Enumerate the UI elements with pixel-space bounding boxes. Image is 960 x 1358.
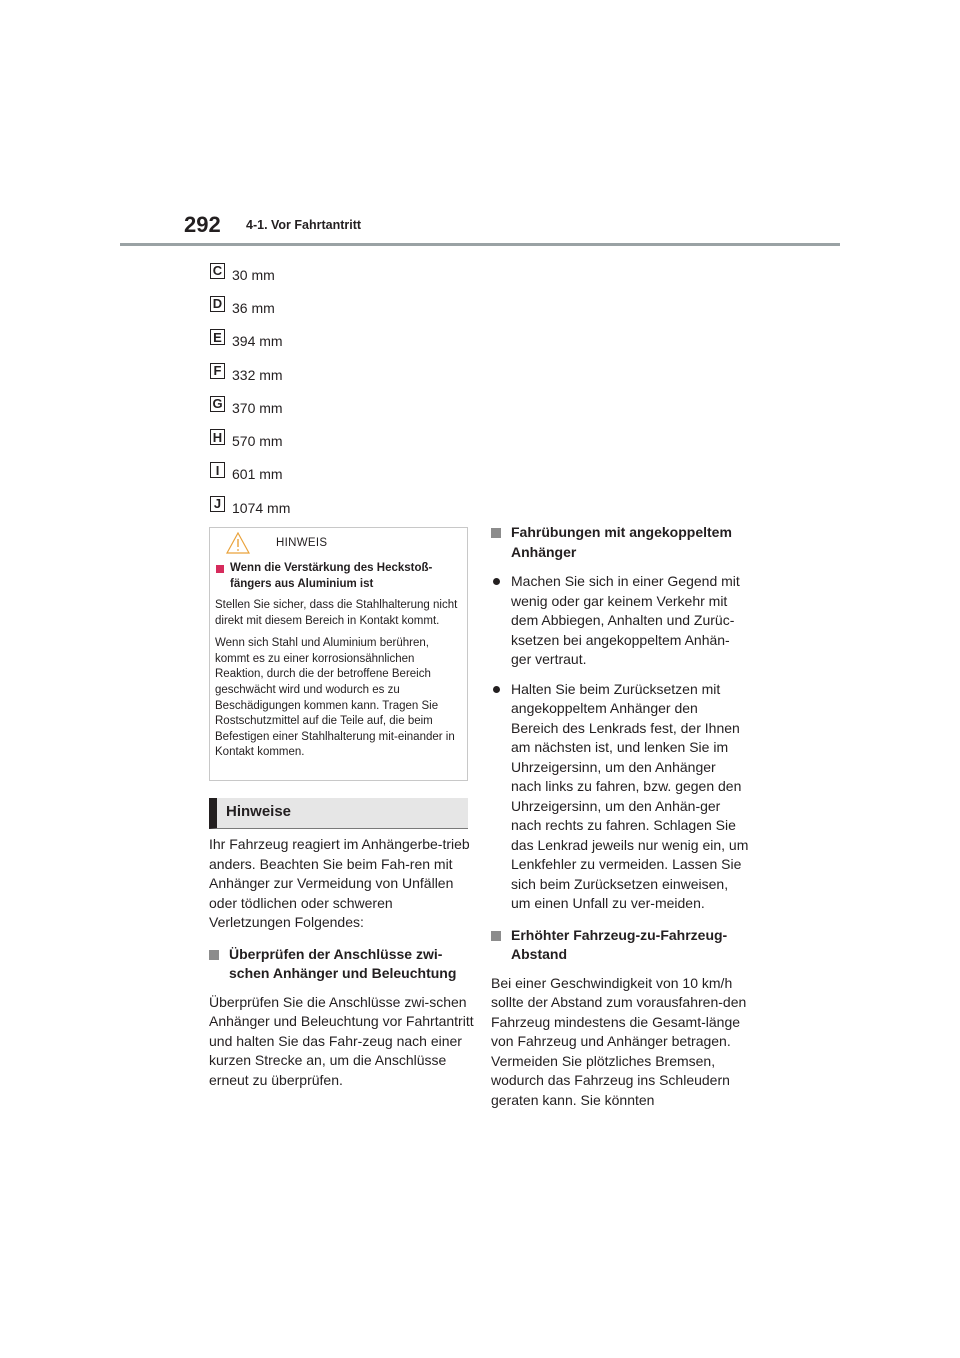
dimension-item xyxy=(210,325,290,358)
bullet-dot-icon xyxy=(493,686,500,693)
hinweise-title: Hinweise xyxy=(226,803,292,820)
subheading-text: Erhöhter Fahrzeug-zu-Fahrzeug-Abstand xyxy=(511,926,728,962)
right-column xyxy=(491,523,749,1110)
dimension-letter: D xyxy=(210,296,225,312)
notice-subheading-text: Wenn die Verstärkung des Heckstoß-fängers aus Aluminium ist xyxy=(230,562,433,590)
list-item xyxy=(491,680,749,914)
square-bullet-icon xyxy=(209,950,219,960)
dimension-value: 394 mm xyxy=(232,333,283,350)
dimension-item xyxy=(210,458,290,491)
dimension-item xyxy=(210,258,290,291)
dimension-value: 1074 mm xyxy=(232,499,291,516)
notice-paragraph: Wenn sich Stahl und Aluminium berühren, kommt es zu einer korrosionsähnlichen Reaktion, durch die der betroffene Bereich geschwächt wird und wodurch es zu Beschädigungen kommen kann. Tragen Sie Rostschutzmittel auf die Teile auf, die beim Befestigen einer Stahlhalterung mit-einander in Kontakt kommen. xyxy=(215,637,455,759)
list-item xyxy=(491,572,749,670)
square-bullet-icon xyxy=(491,931,501,941)
notice-box xyxy=(209,527,468,781)
dimension-item xyxy=(210,391,290,424)
list-item-text: Halten Sie beim Zurücksetzen mit angekoppeltem Anhänger den Bereich des Lenkrads fest, der Ihnen am nächsten ist, und lenken Sie im Uhrzeigersinn, um den Anhänger nach links zu fahren, bzw. gegen den Uhrzeigersinn, um den Anhän-ger nach rechts zu fahren. Schlagen Sie das Lenkrad jeweils nur wenig ein, um Lenkfehler zu vermeiden. Lassen Sie sich beim Zurücksetzen einweisen, um einen Unfall zu ver-meiden. xyxy=(511,680,749,911)
dimension-letter: I xyxy=(210,462,225,478)
dimension-list xyxy=(210,258,290,524)
dimension-letter: G xyxy=(210,396,225,412)
dimension-item xyxy=(210,424,290,457)
dimension-item xyxy=(210,291,290,324)
notice-paragraph: Stellen Sie sicher, dass die Stahlhalterung nicht direkt mit diesem Bereich in Kontakt kommt. xyxy=(215,599,458,627)
subheading-text: Fahrübungen mit angekoppeltem Anhänger xyxy=(511,524,732,560)
dimension-item xyxy=(210,491,290,524)
square-bullet-icon xyxy=(216,565,224,573)
header-divider xyxy=(120,243,840,246)
dimension-letter: J xyxy=(210,496,225,512)
dimension-letter: F xyxy=(210,363,225,379)
left-column xyxy=(209,835,474,1090)
dimension-value: 36 mm xyxy=(232,299,275,316)
dimension-value: 601 mm xyxy=(232,466,283,483)
body-paragraph: Überprüfen Sie die Anschlüsse zwi-schen Anhänger und Beleuchtung vor Fahrtantritt und halten Sie das Fahr-zeug nach einer kurzen Strecke an, um die Anschlüsse erneut zu überprüfen. xyxy=(209,993,474,1088)
warning-triangle-icon xyxy=(226,532,250,554)
list-item-text: Machen Sie sich in einer Gegend mit wenig oder gar keinem Verkehr mit dem Abbiegen, Anhalten und Zurüc-ksetzen bei angekoppeltem Anhän-ger vertraut. xyxy=(511,573,740,667)
page-number: 292 xyxy=(184,212,221,237)
dimension-value: 570 mm xyxy=(232,433,283,450)
hinweise-header xyxy=(209,798,468,829)
notice-title: HINWEIS xyxy=(276,537,328,549)
dimension-letter: E xyxy=(210,329,225,345)
subheading xyxy=(491,926,749,965)
dimension-value: 370 mm xyxy=(232,399,283,416)
dimension-letter: C xyxy=(210,263,225,279)
subheading xyxy=(209,945,474,984)
notice-body xyxy=(215,598,461,761)
dimension-letter: H xyxy=(210,429,225,445)
subheading-text: Überprüfen der Anschlüsse zwi-schen Anhänger und Beleuchtung xyxy=(229,945,457,981)
notice-header xyxy=(210,528,467,558)
bullet-dot-icon xyxy=(493,578,500,585)
body-paragraph: Bei einer Geschwindigkeit von 10 km/h sollte der Abstand zum vorausfahren-den Fahrzeug mindestens die Gesamt-länge von Fahrzeug und Anhänger betragen. Vermeiden Sie plötzliches Bremsen, wodurch das Fahrzeug ins Schleudern geraten kann. Sie könnten xyxy=(491,974,747,1108)
subheading xyxy=(491,523,749,562)
dimension-value: 332 mm xyxy=(232,366,283,383)
notice-subheading xyxy=(216,561,461,592)
section-title: 4-1. Vor Fahrtantritt xyxy=(246,218,362,232)
dimension-value: 30 mm xyxy=(232,266,275,283)
intro-paragraph: Ihr Fahrzeug reagiert im Anhängerbe-trieb anders. Beachten Sie beim Fah-ren mit Anhänger zur Vermeidung von Unfällen oder tödlichen oder schweren Verletzungen Folgendes: xyxy=(209,836,470,930)
square-bullet-icon xyxy=(491,528,501,538)
dimension-item xyxy=(210,358,290,391)
